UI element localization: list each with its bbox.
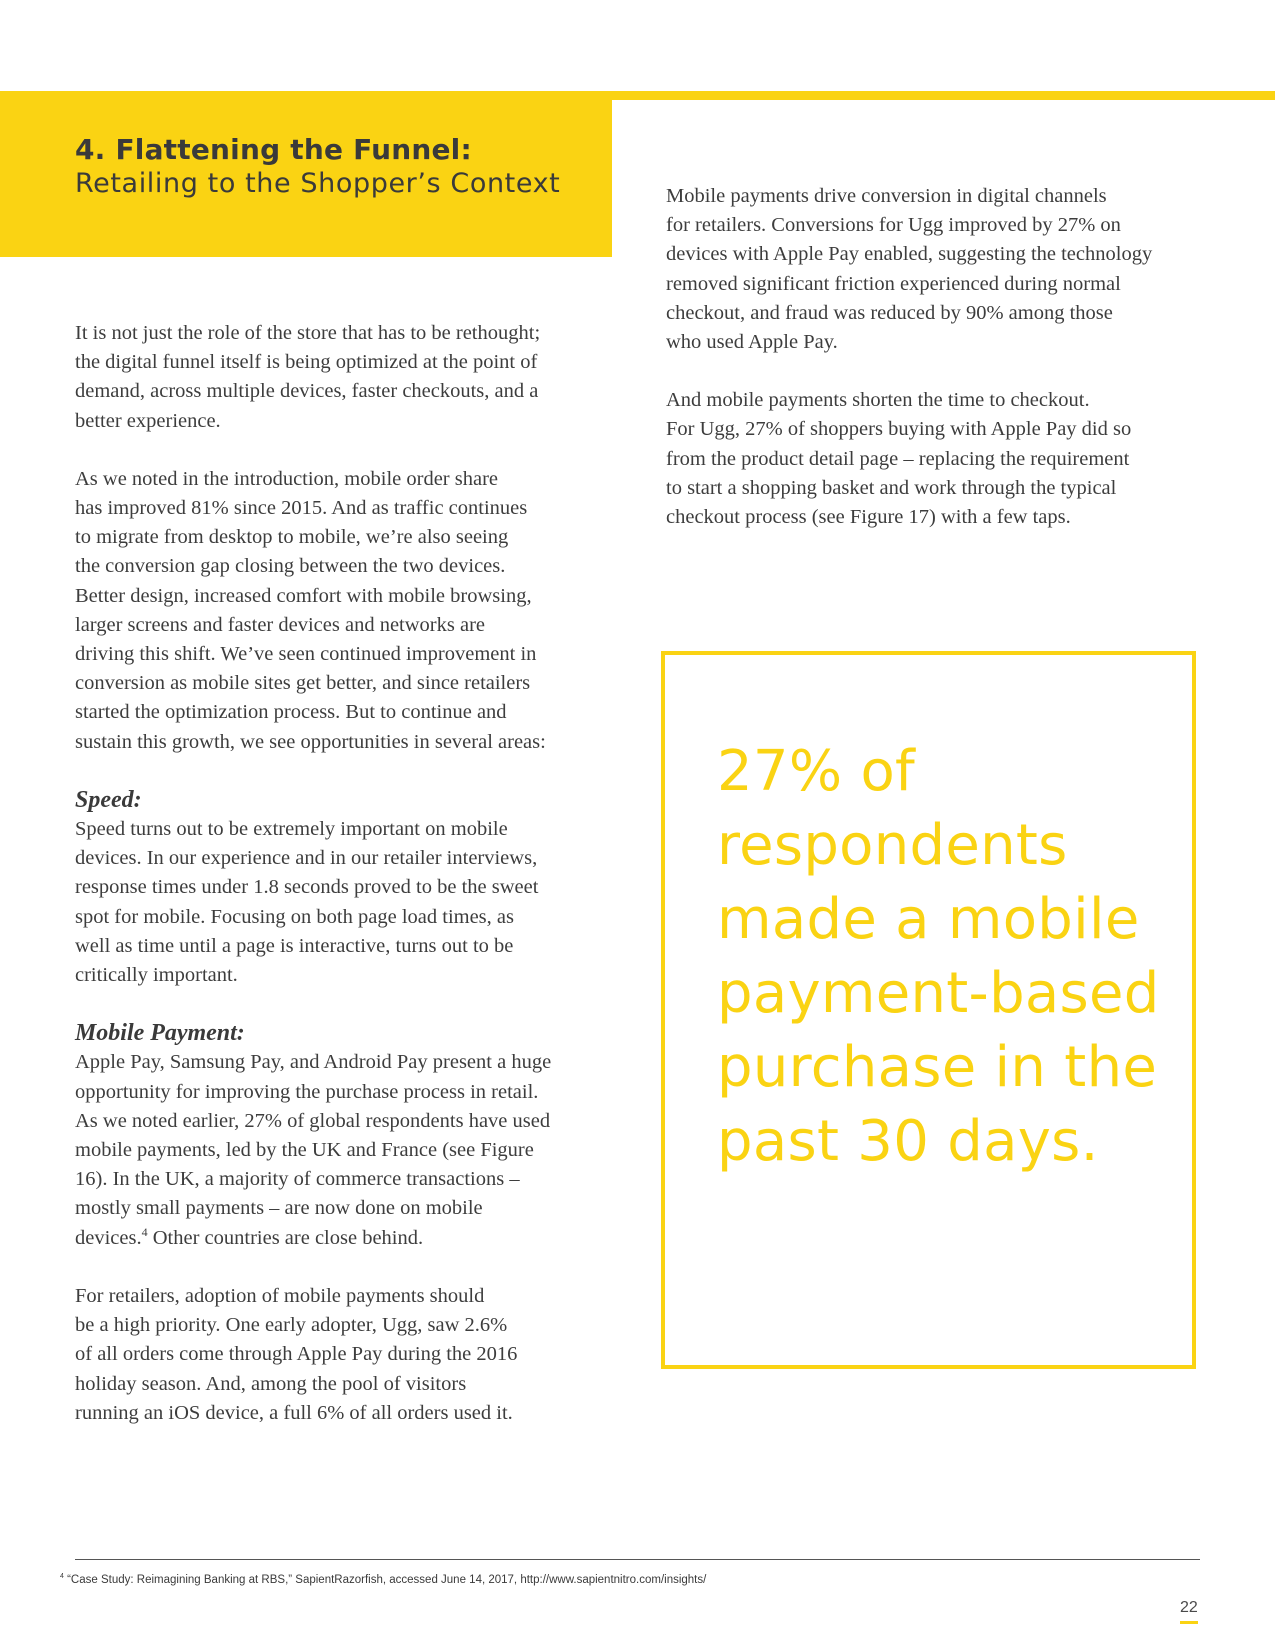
mobile-payment-paragraph: [75, 1048, 615, 1252]
footnote-divider: [75, 1559, 1200, 1560]
section-subtitle: Retailing to the Shopper’s Context: [75, 168, 561, 199]
conversion-paragraph: Mobile payments drive conversion in digital channels for retailers. Conversions for Ugg improved by 27% on devices with Apple Pay enabled, suggesting the technology removed significant friction experienced during normal checkout, and fraud was reduced by 90% among those who used Apple Pay.: [666, 185, 1153, 354]
section-heading: [75, 133, 560, 201]
mobile-payment-text: Apple Pay, Samsung Pay, and Android Pay present a huge opportunity for improving the purchase process in retail. As we noted earlier, 27% of global respondents have used mobile payments, led by the UK and France (see Figure 16). In the UK, a majority of commerce transactions – mostly small payments – are now done on mobile devices.: [75, 1051, 552, 1249]
section-title: 4. Flattening the Funnel:: [75, 133, 472, 166]
stat-callout-text: 27% of respondents made a mobile payment-based purchase in the past 30 days.: [717, 739, 1160, 1174]
footnote-text: “Case Study: Reimagining Banking at RBS,” SapientRazorfish, accessed June 14, 2017, http://www.sapientnitro.com/insights/: [63, 1574, 707, 1586]
mobile-order-paragraph: As we noted in the introduction, mobile order share has improved 81% since 2015. And as traffic continues to migrate from desktop to mobile, we’re also seeing the conversion gap closing between the two devices. Better design, increased comfort with mobile browsing, larger screens and faster devices and networks are driving this shift. We’ve seen continued improvement in conversion as mobile sites get better, and since retailers started the optimization process. But to continue and sustain this growth, we see opportunities in several areas:: [75, 467, 546, 753]
intro-paragraph: It is not just the role of the store that has to be rethought; the digital funnel itself is being optimized at the point of demand, across multiple devices, faster checkouts, and a better experience.: [75, 322, 541, 432]
speed-heading: Speed:: [75, 786, 142, 813]
checkout-paragraph: And mobile payments shorten the time to checkout. For Ugg, 27% of shoppers buying with Apple Pay did so from the product detail page – replacing the requirement to start a shopping basket and work through the typical checkout process (see Figure 17) with a few taps.: [666, 389, 1132, 529]
footnote-reference[interactable]: 4: [141, 1224, 148, 1239]
stat-callout-box: [661, 651, 1196, 1369]
mobile-payment-tail: Other countries are close behind.: [147, 1226, 424, 1249]
mobile-payment-heading: Mobile Payment:: [75, 1020, 245, 1047]
retailers-paragraph: For retailers, adoption of mobile payments should be a high priority. One early adopter, Ugg, saw 2.6% of all orders come through Apple Pay during the 2016 holiday season. And, among the pool of visitors running an iOS device, a full 6% of all orders used it.: [75, 1284, 518, 1424]
page-number: 22: [1180, 1599, 1198, 1624]
footnote: [60, 1574, 706, 1586]
top-accent-bar: [612, 91, 1275, 100]
right-column: [666, 182, 1216, 532]
left-column: [75, 319, 615, 1428]
speed-paragraph: Speed turns out to be extremely important on mobile devices. In our experience and in our retailer interviews, response times under 1.8 seconds proved to be the sweet spot for mobile. Focusing on both page load times, as well as time until a page is interactive, turns out to be critically important.: [75, 818, 539, 987]
footnote-number: 4: [60, 1573, 64, 1581]
